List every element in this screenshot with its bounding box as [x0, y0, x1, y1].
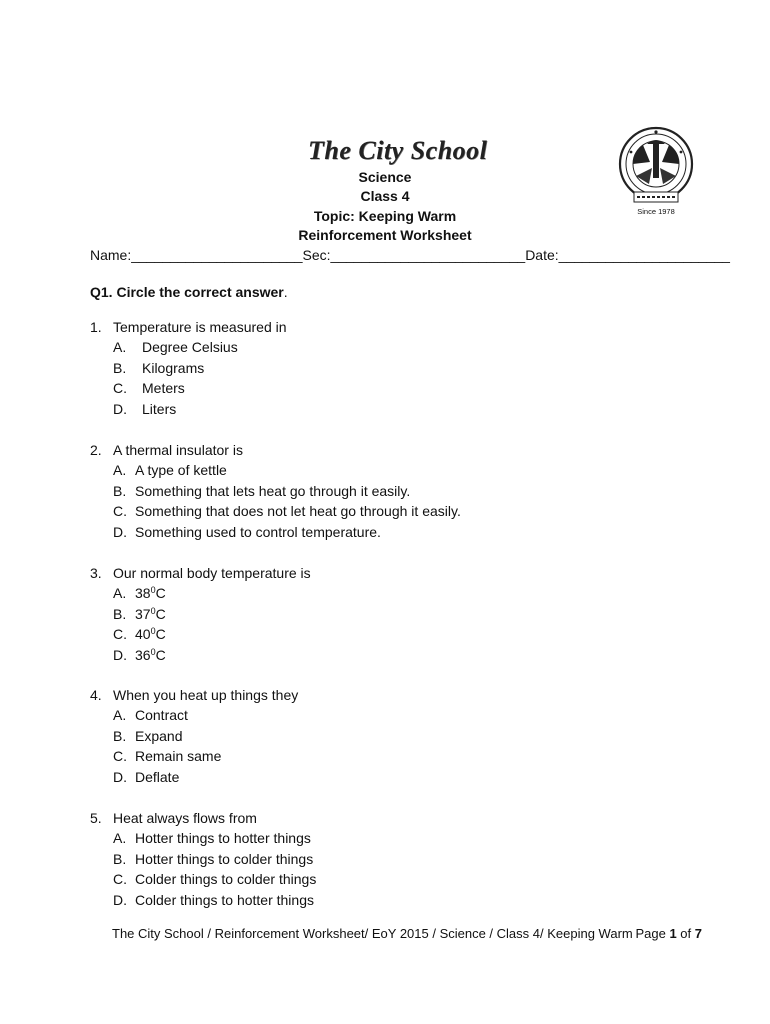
- question-stem: [90, 440, 461, 460]
- question-stem: [90, 563, 311, 583]
- question-1: [90, 317, 287, 419]
- question-number: 4.: [90, 687, 102, 703]
- option-text: Colder things to colder things: [135, 871, 317, 888]
- option-letter: D.: [113, 400, 127, 417]
- answer-option: [90, 849, 316, 869]
- option-letter: C.: [113, 626, 127, 643]
- subject-title: Science: [358, 169, 412, 185]
- option-degree-superscript: 0: [150, 626, 156, 637]
- answer-option: [90, 624, 311, 644]
- section-heading: [90, 283, 288, 302]
- option-letter: B.: [113, 482, 127, 499]
- option-text: Remain same: [135, 748, 222, 765]
- option-unit: C: [155, 585, 166, 602]
- answer-option: [90, 337, 287, 357]
- question-text: A thermal insulator is: [113, 442, 243, 458]
- answer-option: [90, 399, 287, 419]
- answer-option: [90, 501, 461, 521]
- question-5: [90, 808, 316, 910]
- school-seal-logo: [616, 122, 696, 222]
- option-unit: C: [155, 605, 166, 622]
- topic-title: Topic: Keeping Warm: [313, 207, 457, 224]
- answer-option: [90, 378, 287, 398]
- answer-option: [90, 522, 461, 542]
- option-value: 38: [135, 585, 151, 602]
- answer-option: [90, 746, 298, 766]
- answer-option: [90, 358, 287, 378]
- question-text: Temperature is measured in: [113, 319, 287, 335]
- answer-option: [90, 481, 461, 501]
- option-letter: A.: [113, 585, 127, 602]
- option-letter: A.: [113, 462, 127, 479]
- page-label: Page: [635, 926, 666, 941]
- page-of-label: of: [680, 926, 692, 941]
- option-text: Colder things to hotter things: [135, 891, 314, 908]
- option-letter: B.: [113, 359, 127, 376]
- answer-option: [90, 705, 298, 725]
- answer-option: [90, 828, 316, 848]
- option-text: Hotter things to hotter things: [135, 830, 311, 847]
- footer-text: The City School / Reinforcement Worksheet/ EoY 2015 / Science / Class 4/ Keeping Warm: [112, 926, 633, 941]
- option-letter: B.: [113, 727, 127, 744]
- question-2: [90, 440, 461, 542]
- option-letter: C.: [113, 503, 127, 520]
- answer-option: [90, 726, 298, 746]
- option-text: Something that does not let heat go through it easily.: [135, 503, 461, 520]
- option-letter: A.: [113, 707, 127, 724]
- option-text: Something used to control temperature.: [135, 523, 381, 540]
- question-number: 1.: [90, 319, 102, 335]
- option-text: Degree Celsius: [142, 339, 238, 356]
- class-title: Class 4: [360, 188, 410, 205]
- section-title: Q1. Circle the correct answer: [90, 284, 284, 300]
- answer-option: [90, 869, 316, 889]
- question-stem: [90, 685, 298, 705]
- option-degree-superscript: 0: [150, 646, 156, 657]
- option-value: 37: [135, 605, 151, 622]
- option-letter: C.: [113, 380, 127, 397]
- option-text: Kilograms: [142, 359, 205, 376]
- question-4: [90, 685, 298, 787]
- question-stem: [90, 317, 287, 337]
- answer-option: [90, 767, 298, 787]
- seal-since-text: Since 1978: [637, 207, 675, 216]
- option-text: Liters: [142, 400, 177, 417]
- answer-option: [90, 890, 316, 910]
- answer-option: [90, 583, 311, 603]
- option-value: 40: [135, 626, 151, 643]
- question-stem: [90, 808, 316, 828]
- option-text: A type of kettle: [135, 462, 227, 479]
- page-footer: [112, 925, 702, 943]
- answer-option: [90, 645, 311, 665]
- option-letter: D.: [113, 646, 127, 663]
- question-number: 2.: [90, 442, 102, 458]
- question-text: Our normal body temperature is: [113, 565, 311, 581]
- option-unit: C: [155, 646, 166, 663]
- option-letter: C.: [113, 871, 127, 888]
- option-text: Something that lets heat go through it easily.: [135, 482, 411, 499]
- question-number: 3.: [90, 565, 102, 581]
- option-letter: D.: [113, 523, 127, 540]
- student-info-line: Name:______________________Sec:_________________________Date:______________________: [90, 247, 730, 263]
- page-number-info: [635, 925, 702, 943]
- option-text: Expand: [135, 727, 183, 744]
- option-letter: B.: [113, 850, 127, 867]
- option-letter: A.: [113, 830, 127, 847]
- option-letter: D.: [113, 768, 127, 785]
- option-text: Hotter things to colder things: [135, 850, 314, 867]
- option-text: Deflate: [135, 768, 180, 785]
- question-number: 5.: [90, 810, 102, 826]
- option-letter: C.: [113, 748, 127, 765]
- option-text: Contract: [135, 707, 188, 724]
- section-title-period: .: [283, 284, 288, 300]
- question-text: When you heat up things they: [113, 687, 299, 703]
- answer-option: [90, 604, 311, 624]
- option-text: Meters: [142, 380, 185, 397]
- worksheet-title: Reinforcement Worksheet: [298, 226, 472, 243]
- option-degree-superscript: 0: [150, 605, 156, 616]
- page-total: 7: [694, 926, 702, 941]
- option-letter: D.: [113, 891, 127, 908]
- page-current: 1: [669, 926, 677, 941]
- school-logo-text: The City School: [308, 136, 488, 165]
- option-value: 36: [135, 646, 151, 663]
- worksheet-header: [235, 168, 535, 245]
- answer-option: [90, 460, 461, 480]
- option-unit: C: [155, 626, 166, 643]
- option-letter: B.: [113, 605, 127, 622]
- question-3: [90, 563, 311, 665]
- option-degree-superscript: 0: [150, 585, 156, 596]
- question-text: Heat always flows from: [113, 810, 257, 826]
- option-letter: A.: [113, 339, 127, 356]
